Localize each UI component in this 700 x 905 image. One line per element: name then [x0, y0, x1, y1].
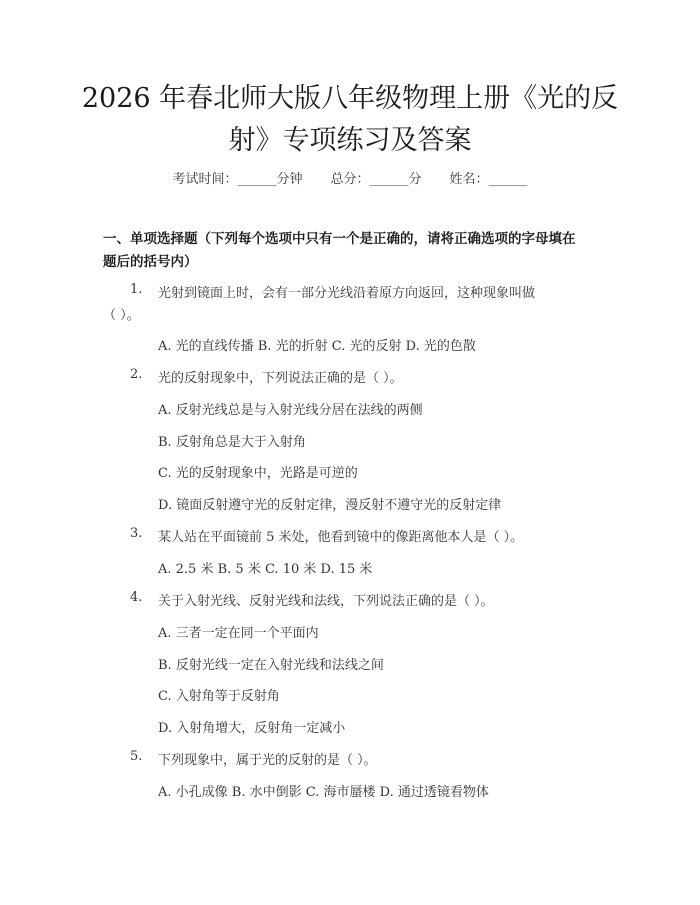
question-number: 5.: [130, 749, 143, 764]
total-score-field: 总分：______分: [330, 172, 422, 187]
question-option: A. 反射光线总是与入射光线分居在法线的两侧: [158, 403, 423, 418]
exam-time-field: 考试时间：______分钟: [172, 172, 303, 187]
question-text-continued: （ ）。: [103, 308, 140, 323]
question-option: B. 反射角总是大于入射角: [158, 435, 306, 450]
question-text: 下列现象中，属于光的反射的是（ ）。: [158, 753, 377, 768]
question-option: D. 入射角增大，反射角一定减小: [158, 721, 346, 736]
question-number: 3.: [130, 526, 143, 541]
question-number: 2.: [130, 367, 143, 382]
section-heading-line-2: 题后的括号内）: [103, 254, 198, 270]
question-text: 关于入射光线、反射光线和法线，下列说法正确的是（ ）。: [158, 594, 494, 609]
exam-info-row: [0, 168, 700, 187]
question-number: 1.: [130, 282, 143, 297]
question-text: 光射到镜面上时，会有一部分光线沿着原方向返回，这种现象叫做: [158, 286, 536, 301]
section-heading: [103, 228, 603, 274]
question-number: 4.: [130, 590, 143, 605]
section-heading-line-1: 一、单项选择题（下列每个选项中只有一个是正确的，请将正确选项的字母填在: [103, 231, 576, 247]
name-field: 姓名：______: [449, 172, 528, 187]
title-line-2: 射》专项练习及答案: [228, 125, 472, 156]
question-options: A. 光的直线传播 B. 光的折射 C. 光的反射 D. 光的色散: [158, 339, 476, 354]
title-line-1: 2026 年春北师大版八年级物理上册《光的反: [81, 83, 619, 114]
question-option: D. 镜面反射遵守光的反射定律，漫反射不遵守光的反射定律: [158, 498, 502, 513]
question-option: C. 光的反射现象中，光路是可逆的: [158, 466, 358, 481]
question-options: A. 小孔成像 B. 水中倒影 C. 海市蜃楼 D. 通过透镜看物体: [158, 785, 489, 800]
document-title: [80, 78, 620, 162]
question-option: B. 反射光线一定在入射光线和法线之间: [158, 658, 384, 673]
question-text: 某人站在平面镜前 5 米处，他看到镜中的像距离他本人是（ ）。: [158, 530, 524, 545]
question-option: A. 三者一定在同一个平面内: [158, 626, 319, 641]
question-text: 光的反射现象中，下列说法正确的是（ ）。: [158, 371, 403, 386]
question-options: A. 2.5 米 B. 5 米 C. 10 米 D. 15 米: [158, 562, 373, 577]
question-option: C. 入射角等于反射角: [158, 689, 280, 704]
